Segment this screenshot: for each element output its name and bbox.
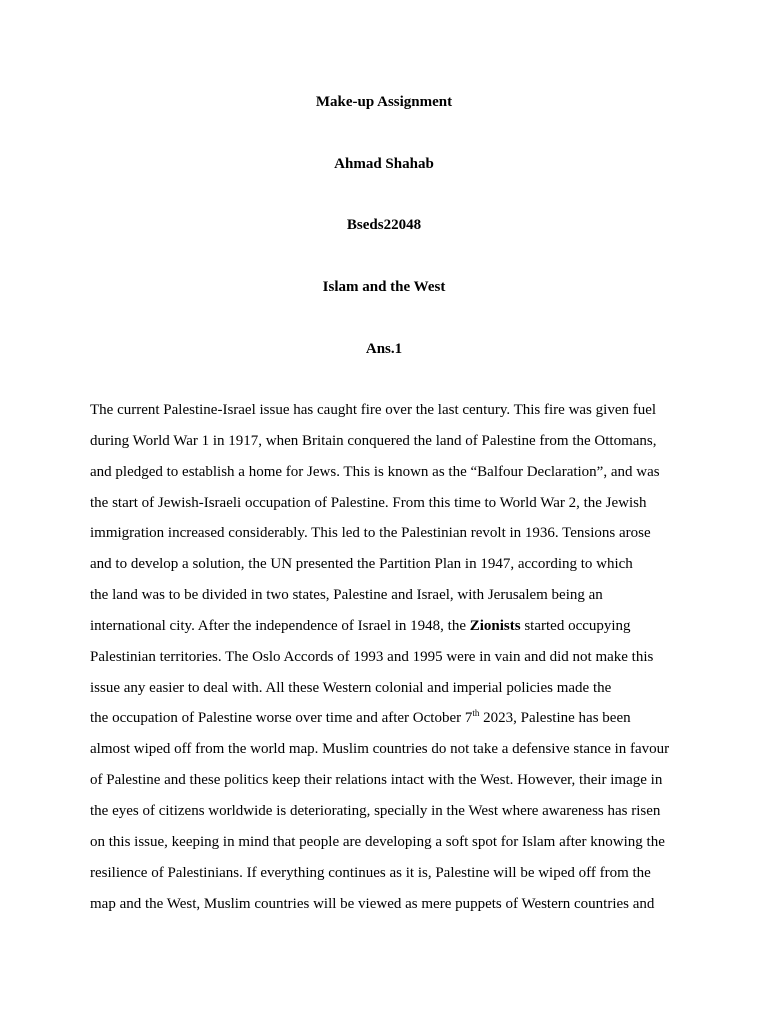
assignment-title: Make-up Assignment	[315, 94, 453, 110]
line-text: international city. After the independence of Israel in 1948, the	[90, 617, 470, 634]
paragraph-line: the land was to be divided in two states, Palestine and Israel, with Jerusalem being an	[90, 587, 603, 604]
bold-term: Zionists	[469, 617, 521, 634]
paragraph-line: on this issue, keeping in mind that people are developing a soft spot for Islam after knowing the	[90, 833, 665, 850]
paragraph-line	[90, 707, 690, 738]
line-text: started occupying	[520, 617, 631, 634]
author-name: Ahmad Shahab	[334, 156, 434, 172]
answer-label: Ans.1	[365, 341, 403, 357]
paragraph-line: the start of Jewish-Israeli occupation of Palestine. From this time to World War 2, the Jewish	[90, 494, 647, 511]
paragraph-line: almost wiped off from the world map. Muslim countries do not take a defensive stance in favour	[90, 741, 670, 758]
paragraph-line: map and the West, Muslim countries will be viewed as mere puppets of Western countries and	[90, 895, 655, 912]
paragraph-line: Palestinian territories. The Oslo Accords of 1993 and 1995 were in vain and did not make this	[90, 648, 654, 665]
paragraph-line: The current Palestine-Israel issue has caught fire over the last century. This fire was given fuel	[90, 402, 657, 418]
ordinal-superscript: th	[472, 708, 480, 719]
line-text: 2023, Palestine has been	[479, 710, 631, 727]
course-title: Islam and the West	[322, 279, 446, 295]
paragraph-line: the eyes of citizens worldwide is deteriorating, specially in the West where awareness has risen	[90, 802, 661, 819]
paragraph-line	[90, 615, 690, 646]
paragraph-line: resilience of Palestinians. If everything continues as it is, Palestine will be wiped off from the	[90, 864, 651, 881]
student-id: Bseds22048	[346, 217, 422, 233]
paragraph-line: of Palestine and these politics keep their relations intact with the West. However, their image in	[90, 772, 663, 789]
paragraph-line: and pledged to establish a home for Jews. This is known as the “Balfour Declaration”, and was	[90, 463, 660, 480]
paragraph-line: and to develop a solution, the UN presented the Partition Plan in 1947, according to which	[90, 556, 633, 573]
line-text: the occupation of Palestine worse over time and after October 7	[90, 710, 473, 727]
answer-paragraph	[90, 399, 690, 923]
paragraph-line: during World War 1 in 1917, when Britain conquered the land of Palestine from the Ottomans,	[90, 432, 657, 449]
paragraph-line: issue any easier to deal with. All these Western colonial and imperial policies made the	[90, 679, 612, 696]
paragraph-line: immigration increased considerably. This led to the Palestinian revolt in 1936. Tensions arose	[90, 525, 651, 542]
